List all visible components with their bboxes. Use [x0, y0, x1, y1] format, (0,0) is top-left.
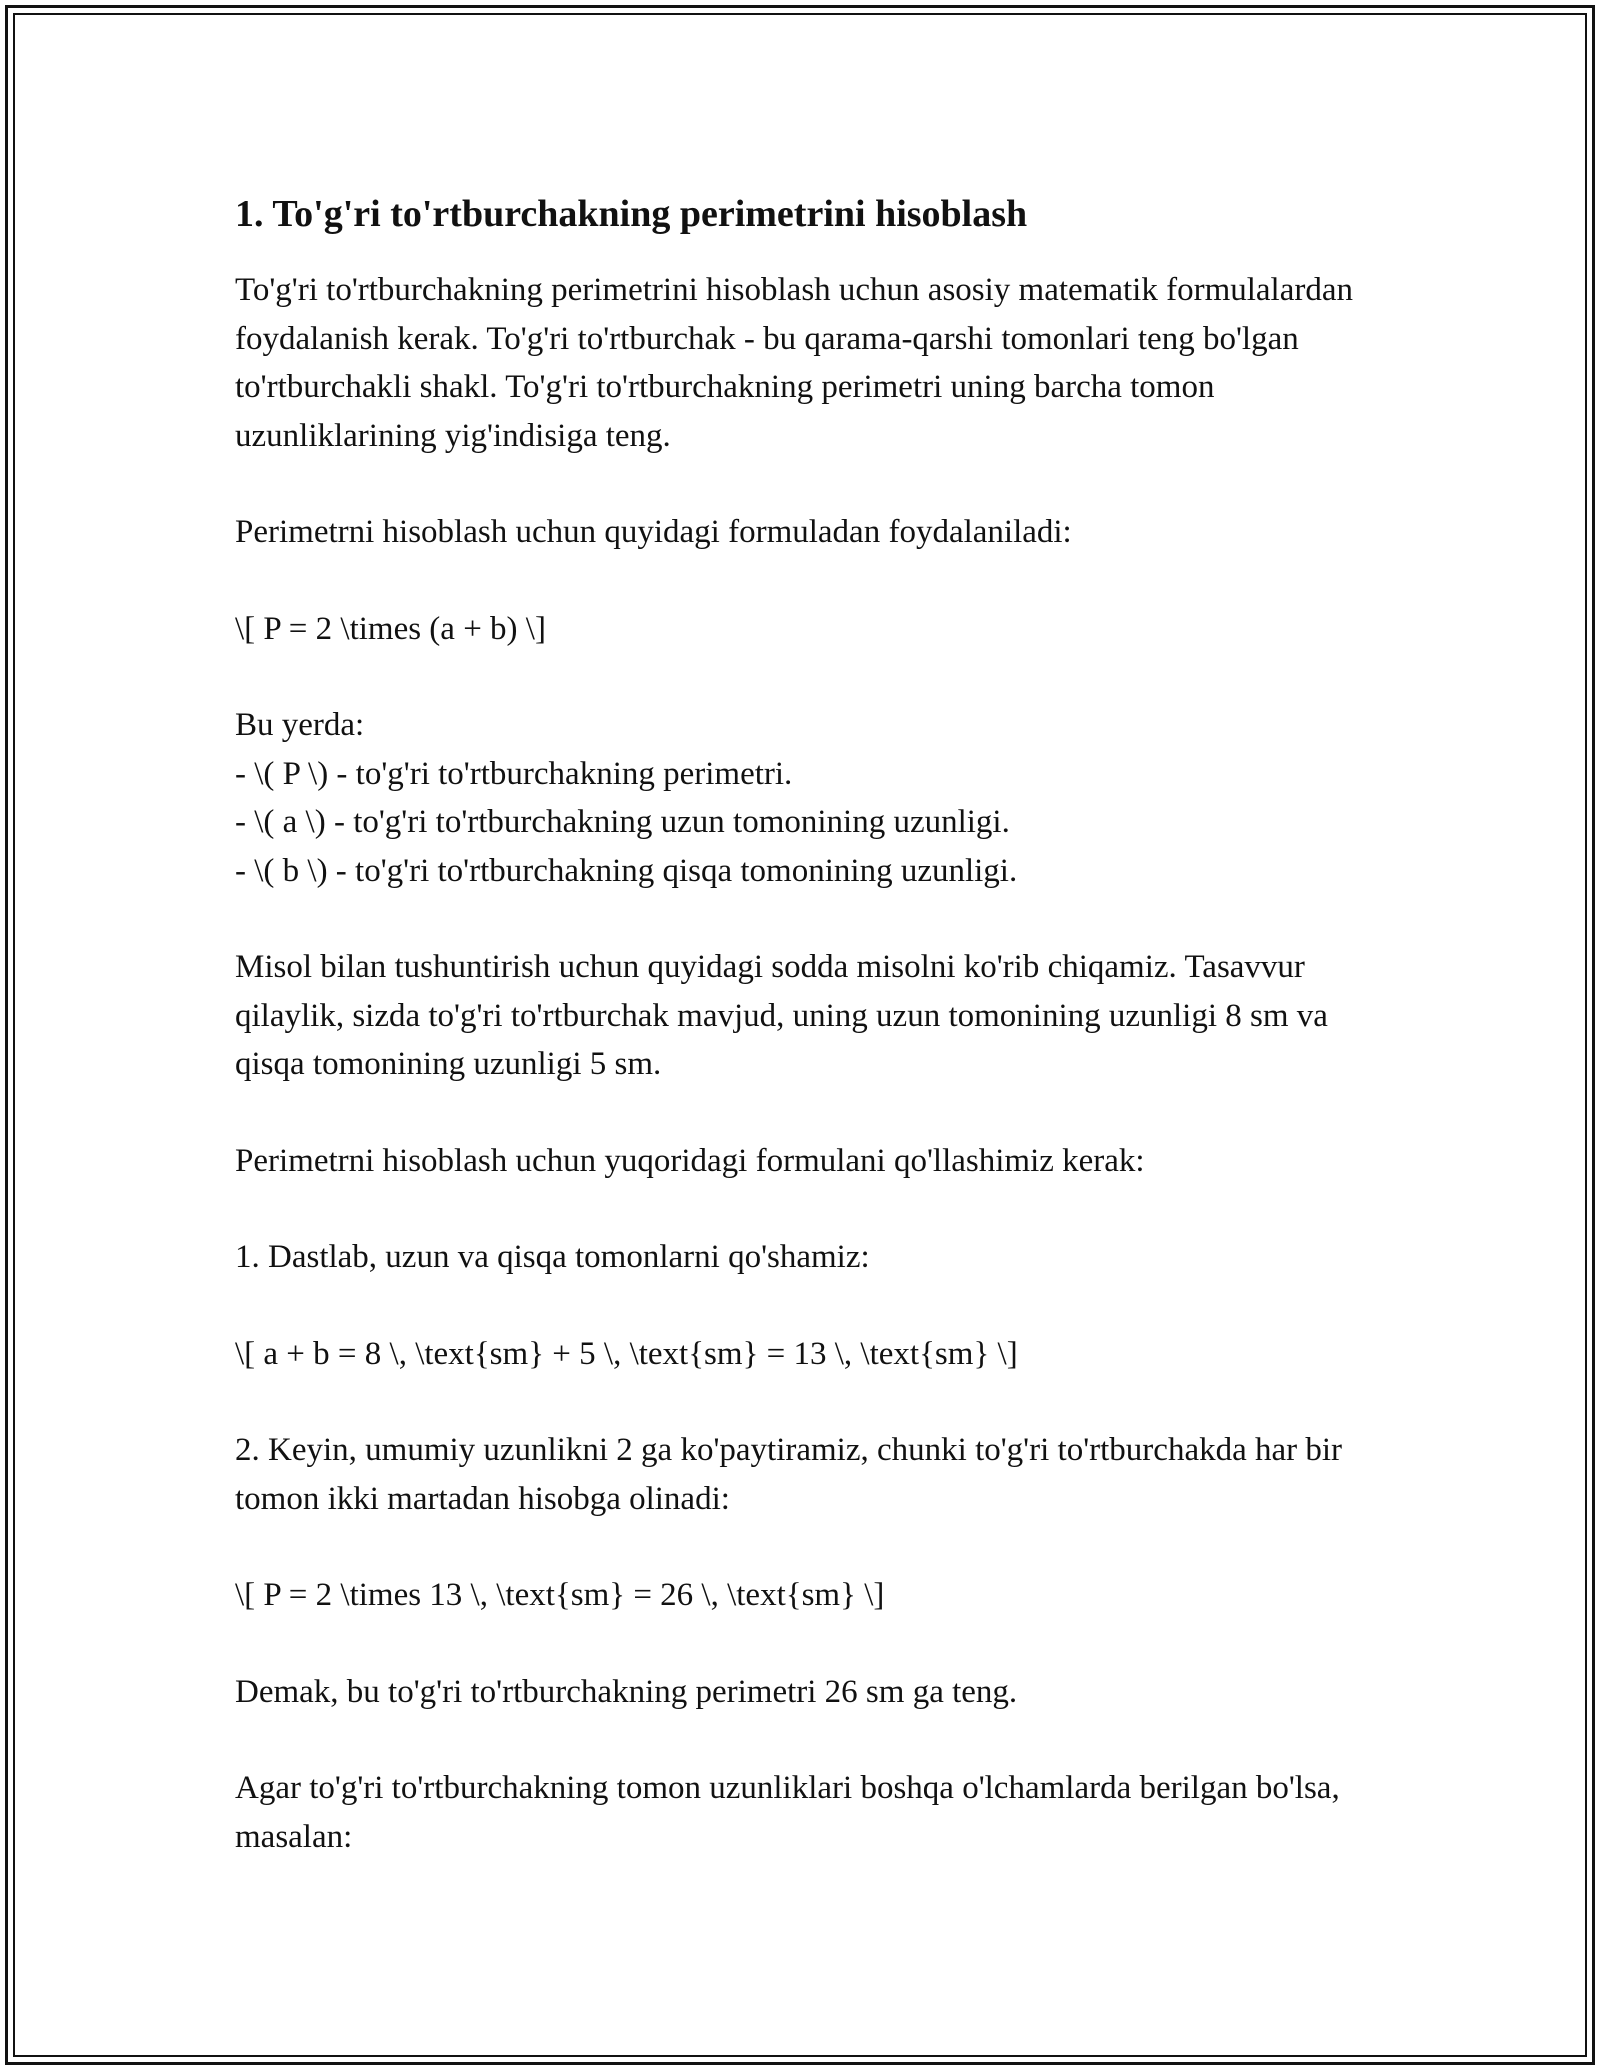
step-2-formula: \[ P = 2 \times 13 \, \text{sm} = 26 \, \text{sm} \]	[235, 1577, 885, 1613]
variable-legend	[235, 701, 1385, 895]
perimeter-formula: \[ P = 2 \times (a + b) \]	[235, 610, 546, 647]
section-heading: 1. To'g'ri to'rtburchakning perimetrini hisoblash	[235, 193, 1028, 235]
step-2-text: 2. Keyin, umumiy uzunlikni 2 ga ko'paytiramiz, chunki to'g'ri to'rtburchakda har bir tomon ikki martadan hisobga olinadi:	[235, 1432, 1343, 1517]
apply-formula-paragraph: Perimetrni hisoblash uchun yuqoridagi formulani qo'llashimiz kerak:	[235, 1142, 1145, 1179]
document-body	[235, 186, 1385, 1861]
conclusion-paragraph: Demak, bu to'g'ri to'rtburchakning perimetri 26 sm ga teng.	[235, 1673, 1018, 1710]
legend-item-p: - \( P \) - to'g'ri to'rtburchakning perimetri.	[235, 755, 793, 792]
legend-item-a: - \( a \) - to'g'ri to'rtburchakning uzun tomonining uzunligi.	[235, 804, 1010, 840]
formula-intro-paragraph: Perimetrni hisoblash uchun quyidagi formuladan foydalaniladi:	[235, 514, 1072, 550]
step-1-text: 1. Dastlab, uzun va qisqa tomonlarni qo'shamiz:	[235, 1239, 870, 1275]
intro-paragraph: To'g'ri to'rtburchakning perimetrini hisoblash uchun asosiy matematik formulalardan foydalanish kerak. To'g'ri to'rtburchak - bu qarama-qarshi tomonlari teng bo'lgan to'rtburchakli shakl. To'g'ri to'rtburchakning perimetri uning barcha tomon uzunliklarining yig'indisiga teng.	[235, 272, 1354, 454]
example-paragraph: Misol bilan tushuntirish uchun quyidagi sodda misolni ko'rib chiqamiz. Tasavvur qilaylik, sizda to'g'ri to'rtburchak mavjud, uning uzun tomonining uzunligi 8 sm va qisqa tomonining uzunligi 5 sm.	[235, 949, 1328, 1082]
other-units-paragraph: Agar to'g'ri to'rtburchakning tomon uzunliklari boshqa o'lchamlarda berilgan bo'lsa, masalan:	[235, 1770, 1340, 1855]
step-1-formula: \[ a + b = 8 \, \text{sm} + 5 \, \text{sm} = 13 \, \text{sm} \]	[235, 1335, 1018, 1372]
legend-title: Bu yerda:	[235, 707, 365, 743]
legend-item-b: - \( b \) - to'g'ri to'rtburchakning qisqa tomonining uzunligi.	[235, 852, 1018, 889]
